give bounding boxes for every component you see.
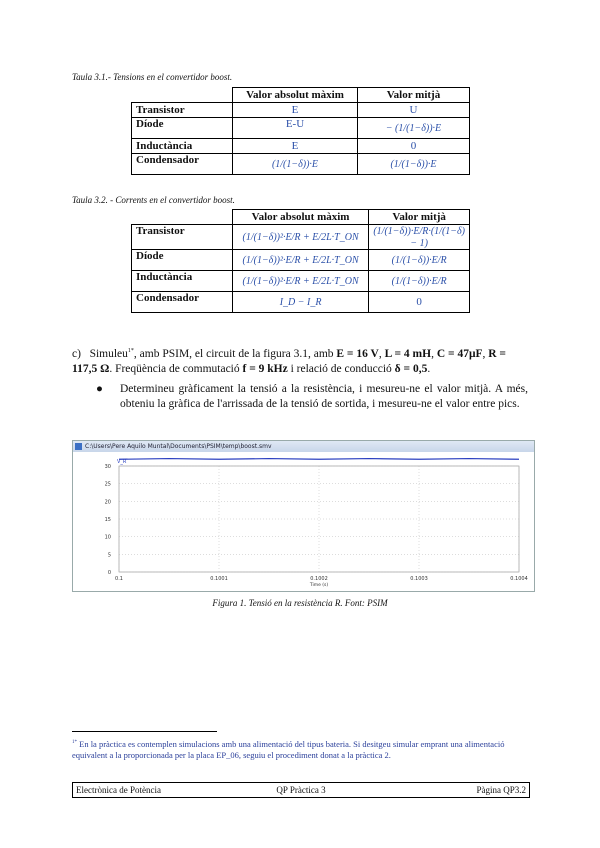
param-E: E = 16 V xyxy=(336,347,379,360)
footnote-ref: 1* xyxy=(127,348,134,354)
table1-cell: U xyxy=(358,103,470,118)
item-c-text: Simuleu xyxy=(89,347,128,360)
table-row xyxy=(132,139,470,154)
y-tick-label: 30 xyxy=(104,464,111,470)
table2-row-label: Inductància xyxy=(132,271,233,292)
table2-caption: Taula 3.2. - Corrents en el convertidor boost. xyxy=(72,195,235,205)
y-tick-label: 20 xyxy=(104,499,111,506)
param-L: L = 4 mH xyxy=(384,347,432,360)
table2-row-label: Díode xyxy=(132,250,233,271)
table2-cell: I_D − I_R xyxy=(232,292,369,313)
table-row xyxy=(132,250,470,271)
psim-window-title: C:\Users\Pere Aquilo Muntal\Documents\PSIM\temp\boost.smv xyxy=(85,443,272,450)
legend-label: V_R xyxy=(117,459,127,465)
y-tick-label: 15 xyxy=(104,517,111,523)
table1-row-label: Condensador xyxy=(132,154,233,175)
table1-caption: Taula 3.1.- Tensions en el convertidor boost. xyxy=(72,72,233,82)
table2-cell: (1/(1−δ))·E/R·(1/(1−δ) − 1) xyxy=(369,225,470,250)
table2-header-avg: Valor mitjà xyxy=(369,210,470,225)
item-c-text: . Freqüència de commutació xyxy=(109,362,243,375)
table2-cell: (1/(1−δ))·E/R xyxy=(369,250,470,271)
table1-header-max: Valor absolut màxim xyxy=(233,88,358,103)
footnote-rule xyxy=(72,731,217,732)
table1-row-label: Transistor xyxy=(132,103,233,118)
table1-cell: − (1/(1−δ))·E xyxy=(358,118,470,139)
param-R: R = 117,5 Ω xyxy=(72,347,506,375)
table1-cell: 0 xyxy=(358,139,470,154)
table-row xyxy=(132,154,470,175)
table-row xyxy=(132,118,470,139)
x-tick-label: 0.1 xyxy=(115,576,123,582)
bullet-icon: ● xyxy=(96,383,103,395)
footer-left: Electrònica de Potència xyxy=(76,785,161,795)
table2-cell: 0 xyxy=(369,292,470,313)
table2-cell: (1/(1−δ))²·E/R + E/2L·T_ON xyxy=(232,250,369,271)
table2-cell: (1/(1−δ))²·E/R + E/2L·T_ON xyxy=(232,271,369,292)
x-axis-label: Time (s) xyxy=(309,583,329,588)
x-tick-label: 0.1003 xyxy=(410,576,428,582)
table2-row-label: Condensador xyxy=(132,292,233,313)
psim-window xyxy=(72,440,535,592)
item-c-marker: c) xyxy=(72,347,81,360)
table2-row-label: Transistor xyxy=(132,225,233,250)
table-row xyxy=(132,103,470,118)
table1-cell: E xyxy=(233,139,358,154)
param-f: f = 9 kHz xyxy=(242,362,288,375)
x-tick-label: 0.1001 xyxy=(210,576,228,582)
table2-header-max: Valor absolut màxim xyxy=(232,210,369,225)
table-row xyxy=(132,225,470,250)
table2 xyxy=(131,209,470,313)
x-tick-label: 0.1004 xyxy=(510,576,528,582)
table-row xyxy=(132,271,470,292)
param-C: C = 47μF xyxy=(436,347,483,360)
y-tick-label: 25 xyxy=(104,481,111,488)
footnote-marker: 1* xyxy=(72,740,77,745)
footer-center: QP Pràctica 3 xyxy=(276,785,326,795)
series-line-v_r xyxy=(119,459,519,460)
y-tick-label: 10 xyxy=(104,534,111,541)
table1-row-label: Inductància xyxy=(132,139,233,154)
psim-app-icon xyxy=(75,443,82,450)
item-c-text: , amb PSIM, el circuit de la figura 3.1, amb xyxy=(133,347,337,360)
item-c-paragraph: c) Simuleu$^{1*}$, amb PSIM, el circuit de la figura 3.1, amb E = 16 V, L = 4 mH, C = 47μF, R = 117,5 Ω. Freqüència de commutació f = 9 kHz i relació de conducció δ = 0,5. xyxy=(72,347,506,375)
footer-right: Pàgina QP3.2 xyxy=(476,785,526,795)
page-footer xyxy=(72,782,530,798)
psim-chart xyxy=(73,452,532,589)
item-c-text: i relació de conducció xyxy=(287,362,395,375)
table-row xyxy=(132,292,470,313)
table1-cell: E xyxy=(233,103,358,118)
table1-header-avg: Valor mitjà xyxy=(358,88,470,103)
table1-row-label: Díode xyxy=(132,118,233,139)
footnote-text: En la pràctica es contemplen simulacions amb una alimentació del tipus bateria. Si desitgeu simular emprant una alimentació equivalent a la proporcionada per la placa EP_06, seguiu el procediment donat a la pràctica 2. xyxy=(72,738,505,760)
y-tick-label: 5 xyxy=(107,552,111,559)
table1-cell: (1/(1−δ))·E xyxy=(233,154,358,175)
table2-cell: (1/(1−δ))·E/R xyxy=(369,271,470,292)
psim-title-bar xyxy=(73,441,534,452)
table1-cell: E-U xyxy=(233,118,358,139)
table1-cell: (1/(1−δ))·E xyxy=(358,154,470,175)
table1 xyxy=(131,87,470,175)
footnote xyxy=(72,737,528,761)
table2-cell: (1/(1−δ))²·E/R + E/2L·T_ON xyxy=(232,225,369,250)
figure-caption: Figura 1. Tensió en la resistència R. Font: PSIM xyxy=(212,598,388,608)
x-tick-label: 0.1002 xyxy=(310,576,328,582)
param-delta: δ = 0,5 xyxy=(394,362,428,375)
bullet-text: Determineu gràficament la tensió a la resistència, i mesureu-ne el valor mitjà. A més, obteniu la gràfica de l'arrissada de la tensió de sortida, i mesureu-ne el valor entre pics. xyxy=(120,383,528,410)
y-tick-label: 0 xyxy=(107,570,111,576)
